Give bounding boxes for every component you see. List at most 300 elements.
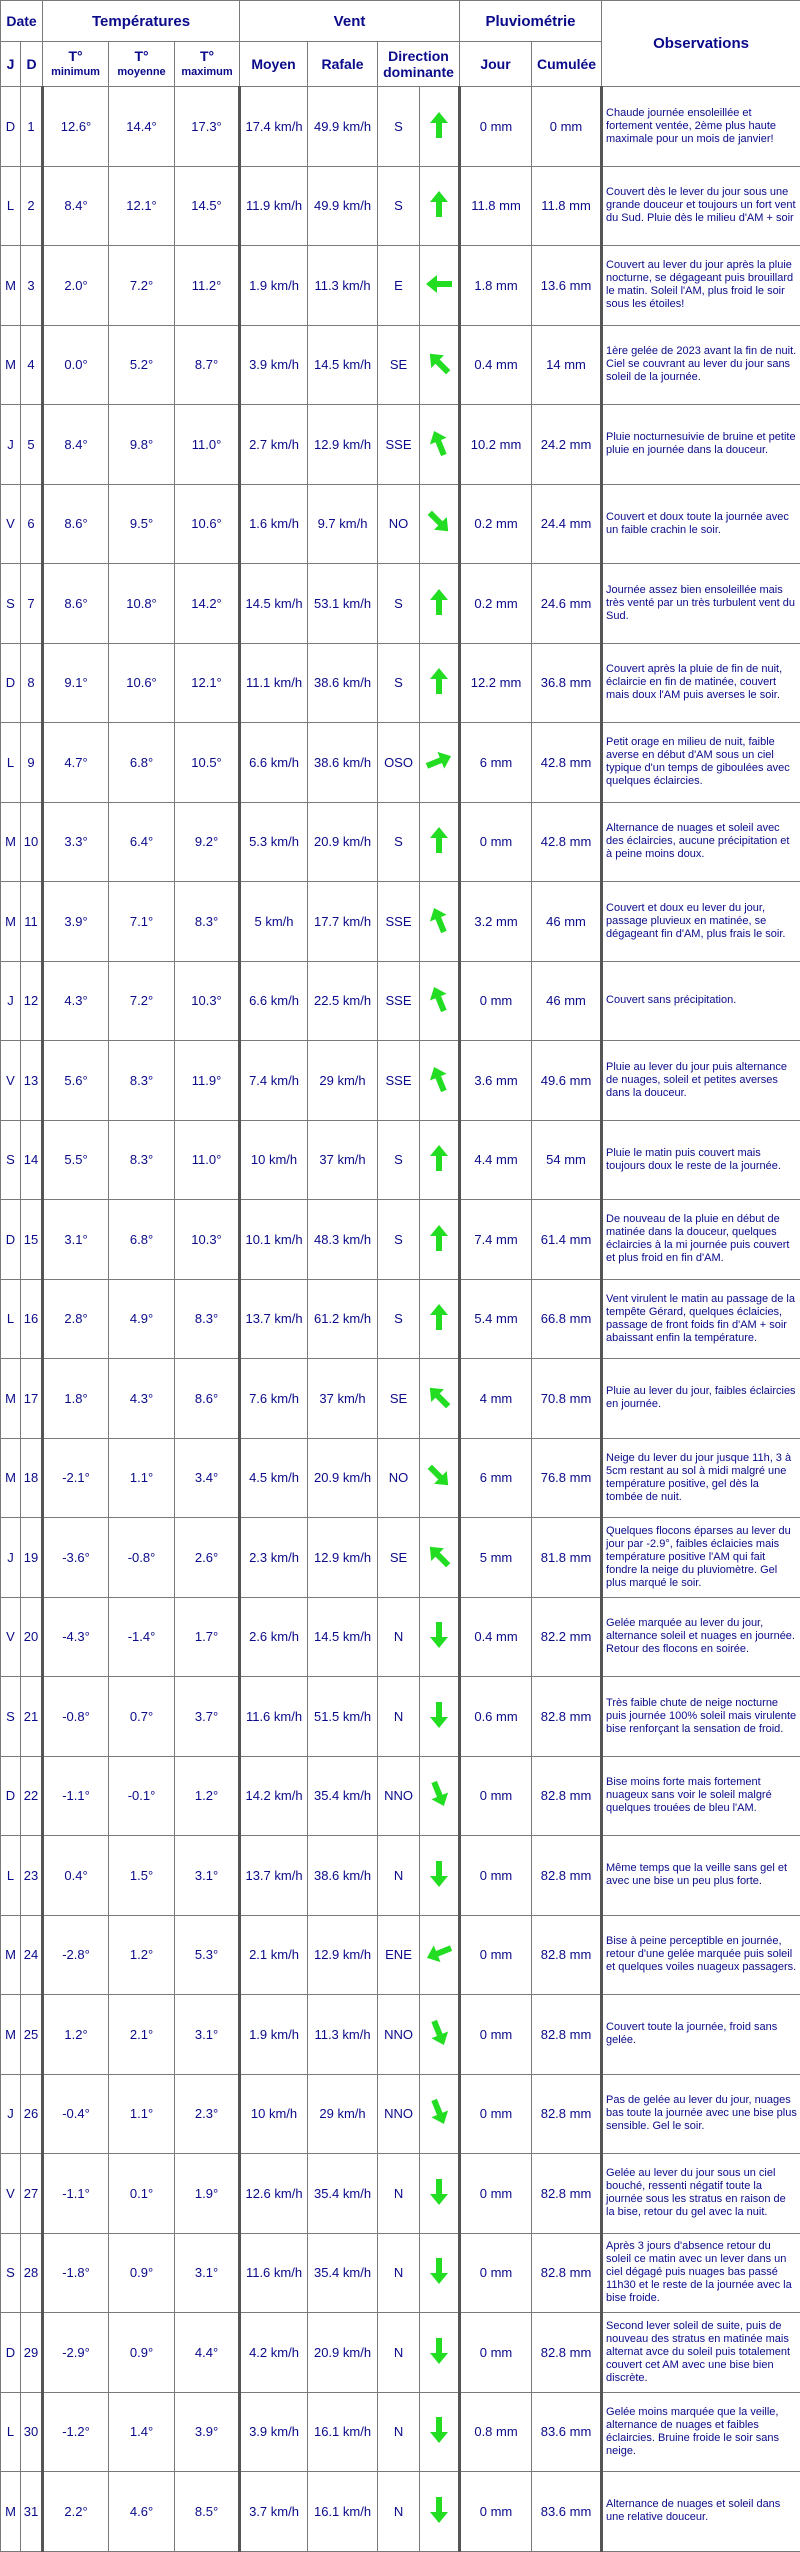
rain-day-cell: 0.6 mm	[460, 1677, 532, 1757]
wind-gust-cell: 20.9 km/h	[308, 802, 378, 882]
tmin-cell: -2.9°	[43, 2313, 109, 2393]
wind-avg-cell: 2.3 km/h	[240, 1518, 308, 1598]
tmin-cell: 4.3°	[43, 961, 109, 1041]
tmoy-cell: 10.8°	[109, 564, 175, 644]
wind-arrow-cell	[420, 2233, 460, 2313]
wind-arrow-cell	[420, 2154, 460, 2234]
wind-arrow-icon	[424, 2018, 454, 2048]
wind-arrow-icon	[424, 1064, 454, 1094]
rain-cumul-cell: 42.8 mm	[532, 802, 602, 882]
wind-avg-cell: 12.6 km/h	[240, 2154, 308, 2234]
wind-arrow-icon	[424, 2415, 454, 2445]
day-letter-cell: M	[1, 246, 21, 326]
wind-avg-cell: 11.1 km/h	[240, 643, 308, 723]
wind-arrow-cell	[420, 961, 460, 1041]
day-number-cell: 26	[21, 2074, 43, 2154]
tmoy-cell: -0.8°	[109, 1518, 175, 1598]
wind-gust-cell: 38.6 km/h	[308, 1836, 378, 1916]
wind-gust-cell: 35.4 km/h	[308, 2233, 378, 2313]
rain-day-cell: 0 mm	[460, 1995, 532, 2075]
observation-cell: Couvert et doux eu lever du jour, passage pluvieux en matinée, se dégageant fin d'AM, plus frais le soir.	[602, 882, 800, 962]
wind-direction-cell: SE	[378, 1359, 420, 1439]
observation-cell: Petit orage en milieu de nuit, faible averse en début d'AM sous un ciel typique d'un temps de giboulées avec quelques éclaircies.	[602, 723, 800, 803]
rain-day-cell: 0 mm	[460, 1756, 532, 1836]
tmoy-header: T° moyenne	[109, 42, 175, 87]
wind-avg-cell: 14.5 km/h	[240, 564, 308, 644]
rain-cumul-cell: 82.8 mm	[532, 2074, 602, 2154]
wind-avg-cell: 3.9 km/h	[240, 325, 308, 405]
day-letter-cell: M	[1, 1359, 21, 1439]
tmoy-cell: 6.4°	[109, 802, 175, 882]
rain-day-cell: 11.8 mm	[460, 166, 532, 246]
day-letter-cell: D	[1, 1756, 21, 1836]
day-number-cell: 21	[21, 1677, 43, 1757]
tmin-cell: -1.2°	[43, 2392, 109, 2472]
observation-cell: Pas de gelée au lever du jour, nuages bas toute la journée avec une bise plus sensible. Gel le soir.	[602, 2074, 800, 2154]
wind-arrow-icon	[424, 1302, 454, 1332]
tmin-cell: 5.6°	[43, 1041, 109, 1121]
tmax-cell: 8.3°	[175, 882, 240, 962]
table-row	[1, 802, 800, 882]
wind-arrow-icon	[424, 2336, 454, 2366]
wind-gust-cell: 38.6 km/h	[308, 643, 378, 723]
table-row	[1, 1359, 800, 1439]
day-number-cell: 31	[21, 2472, 43, 2552]
day-letter-cell: M	[1, 2472, 21, 2552]
day-number-cell: 23	[21, 1836, 43, 1916]
observation-cell: Pluie nocturnesuivie de bruine et petite pluie en journée dans la douceur.	[602, 405, 800, 485]
wind-arrow-cell	[420, 2074, 460, 2154]
observation-cell: Second lever soleil de suite, puis de nouveau des stratus en matinée mais alternat avce du soleil puis totalement couvert cet AM avec une bise bien discrète.	[602, 2313, 800, 2393]
day-number-cell: 6	[21, 484, 43, 564]
rain-day-cell: 0.2 mm	[460, 564, 532, 644]
tmin-cell: 2.2°	[43, 2472, 109, 2552]
rain-day-cell: 0 mm	[460, 2154, 532, 2234]
wind-direction-cell: SSE	[378, 1041, 420, 1121]
tmax-cell: 10.6°	[175, 484, 240, 564]
tmoy-cell: 1.5°	[109, 1836, 175, 1916]
wind-direction-cell: N	[378, 2392, 420, 2472]
wind-gust-cell: 16.1 km/h	[308, 2392, 378, 2472]
day-number-cell: 1	[21, 87, 43, 167]
tmax-cell: 1.2°	[175, 1756, 240, 1836]
day-letter-cell: V	[1, 1597, 21, 1677]
tmoy-cell: 7.2°	[109, 961, 175, 1041]
day-number-cell: 7	[21, 564, 43, 644]
table-row	[1, 961, 800, 1041]
rain-day-cell: 7.4 mm	[460, 1200, 532, 1280]
wind-direction-cell: SSE	[378, 405, 420, 485]
tmin-cell: 1.8°	[43, 1359, 109, 1439]
wind-gust-cell: 12.9 km/h	[308, 1518, 378, 1598]
day-letter-cell: M	[1, 802, 21, 882]
day-number-cell: 19	[21, 1518, 43, 1598]
tmax-cell: 3.1°	[175, 2233, 240, 2313]
wind-gust-cell: 38.6 km/h	[308, 723, 378, 803]
wind-avg-cell: 4.2 km/h	[240, 2313, 308, 2393]
observation-cell: Après 3 jours d'absence retour du soleil ce matin avec un lever dans un ciel dégagé puis nuages bas passé 11h30 et le reste de la journée avec la bise froide.	[602, 2233, 800, 2313]
day-letter-cell: L	[1, 723, 21, 803]
wind-arrow-icon	[424, 1143, 454, 1173]
wind-direction-cell: N	[378, 2233, 420, 2313]
day-number-cell: 4	[21, 325, 43, 405]
wind-arrow-cell	[420, 1677, 460, 1757]
wind-gust-cell: 20.9 km/h	[308, 1438, 378, 1518]
wind-arrow-cell	[420, 1995, 460, 2075]
day-letter-cell: D	[1, 1200, 21, 1280]
table-row	[1, 484, 800, 564]
rain-day-cell: 1.8 mm	[460, 246, 532, 326]
wind-avg-cell: 7.6 km/h	[240, 1359, 308, 1439]
rain-cumul-cell: 82.8 mm	[532, 1915, 602, 1995]
table-row	[1, 1756, 800, 1836]
wind-arrow-cell	[420, 723, 460, 803]
weather-table-body	[1, 87, 800, 2552]
tmax-cell: 3.1°	[175, 1995, 240, 2075]
wind-direction-cell: SSE	[378, 961, 420, 1041]
rain-cumul-cell: 82.8 mm	[532, 2154, 602, 2234]
tmoy-cell: 6.8°	[109, 1200, 175, 1280]
wind-avg-cell: 1.9 km/h	[240, 1995, 308, 2075]
rain-header: Pluviométrie	[460, 1, 602, 42]
tmin-cell: -1.8°	[43, 2233, 109, 2313]
day-number-cell: 18	[21, 1438, 43, 1518]
table-row	[1, 882, 800, 962]
rain-cumul-cell: 76.8 mm	[532, 1438, 602, 1518]
tmoy-cell: 7.1°	[109, 882, 175, 962]
day-number-cell: 3	[21, 246, 43, 326]
observation-cell: Couvert toute la journée, froid sans gelée.	[602, 1995, 800, 2075]
wind-gust-cell: 37 km/h	[308, 1359, 378, 1439]
day-letter-cell: L	[1, 1836, 21, 1916]
day-number-cell: 25	[21, 1995, 43, 2075]
rain-cumul-cell: 83.6 mm	[532, 2472, 602, 2552]
table-row	[1, 564, 800, 644]
day-number-header: D	[21, 42, 43, 87]
wind-arrow-cell	[420, 1915, 460, 1995]
wind-arrow-icon	[424, 984, 454, 1014]
tmax-cell: 11.0°	[175, 1120, 240, 1200]
rain-day-cell: 0.2 mm	[460, 484, 532, 564]
wind-arrow-cell	[420, 246, 460, 326]
day-number-cell: 13	[21, 1041, 43, 1121]
tmoy-cell: 1.1°	[109, 2074, 175, 2154]
observation-cell: Journée assez bien ensoleillée mais très venté par un très turbulent vent du Sud.	[602, 564, 800, 644]
rain-cumul-cell: 82.8 mm	[532, 1995, 602, 2075]
rain-cumul-cell: 82.8 mm	[532, 2313, 602, 2393]
wind-avg-cell: 13.7 km/h	[240, 1836, 308, 1916]
wind-avg-cell: 11.6 km/h	[240, 2233, 308, 2313]
tmax-cell: 11.0°	[175, 405, 240, 485]
rain-cumul-cell: 24.6 mm	[532, 564, 602, 644]
table-row	[1, 723, 800, 803]
day-number-cell: 14	[21, 1120, 43, 1200]
temperatures-header: Températures	[43, 1, 240, 42]
wind-direction-cell: SE	[378, 325, 420, 405]
tmin-cell: 3.1°	[43, 1200, 109, 1280]
day-number-cell: 11	[21, 882, 43, 962]
wind-gust-cell: 9.7 km/h	[308, 484, 378, 564]
wind-gust-cell: 29 km/h	[308, 2074, 378, 2154]
tmin-cell: 8.4°	[43, 166, 109, 246]
tmax-cell: 1.7°	[175, 1597, 240, 1677]
rain-cumul-cell: 49.6 mm	[532, 1041, 602, 1121]
wind-arrow-icon	[424, 825, 454, 855]
observation-cell: Chaude journée ensoleillée et fortement ventée, 2ème plus haute maximale pour un mois de janvier!	[602, 87, 800, 167]
tmoy-cell: 10.6°	[109, 643, 175, 723]
wind-direction-header: Direction dominante	[378, 42, 460, 87]
day-number-cell: 24	[21, 1915, 43, 1995]
day-number-cell: 22	[21, 1756, 43, 1836]
tmin-cell: -2.8°	[43, 1915, 109, 1995]
table-row	[1, 1915, 800, 1995]
tmin-cell: 0.0°	[43, 325, 109, 405]
wind-avg-cell: 2.6 km/h	[240, 1597, 308, 1677]
wind-arrow-icon	[424, 1541, 454, 1571]
observation-cell: Couvert sans précipitation.	[602, 961, 800, 1041]
wind-direction-cell: NNO	[378, 2074, 420, 2154]
rain-cumul-cell: 13.6 mm	[532, 246, 602, 326]
wind-arrow-icon	[424, 507, 454, 537]
observations-header: Observations	[602, 1, 800, 87]
observation-cell: Alternance de nuages et soleil dans une relative douceur.	[602, 2472, 800, 2552]
wind-arrow-icon	[424, 2097, 454, 2127]
rain-cumul-cell: 66.8 mm	[532, 1279, 602, 1359]
wind-arrow-icon	[424, 189, 454, 219]
observation-cell: Alternance de nuages et soleil avec des éclaircies, aucune précipitation et à peine moins doux.	[602, 802, 800, 882]
day-letter-cell: S	[1, 1677, 21, 1757]
table-row	[1, 2154, 800, 2234]
table-row	[1, 1120, 800, 1200]
wind-arrow-cell	[420, 484, 460, 564]
day-letter-cell: L	[1, 166, 21, 246]
wind-gust-cell: 35.4 km/h	[308, 2154, 378, 2234]
day-number-cell: 20	[21, 1597, 43, 1677]
tmoy-cell: 8.3°	[109, 1120, 175, 1200]
rain-day-cell: 0 mm	[460, 2472, 532, 2552]
tmax-cell: 10.3°	[175, 1200, 240, 1280]
tmin-cell: 2.0°	[43, 246, 109, 326]
day-number-cell: 17	[21, 1359, 43, 1439]
observation-cell: Bise à peine perceptible en journée, retour d'une gelée marquée puis soleil et quelques voiles nuageux passagers.	[602, 1915, 800, 1995]
tmoy-cell: 2.1°	[109, 1995, 175, 2075]
wind-arrow-cell	[420, 1597, 460, 1677]
rain-day-cell: 6 mm	[460, 1438, 532, 1518]
observation-cell: Couvert après la pluie de fin de nuit, éclaircie en fin de matinée, couvert mais doux l'AM puis averses le soir.	[602, 643, 800, 723]
day-number-cell: 29	[21, 2313, 43, 2393]
tmoy-cell: 7.2°	[109, 246, 175, 326]
tmax-cell: 11.9°	[175, 1041, 240, 1121]
observation-cell: Couvert dès le lever du jour sous une grande douceur et toujours un fort vent du Sud. Pluie dès le milieu d'AM + soir	[602, 166, 800, 246]
tmax-cell: 3.1°	[175, 1836, 240, 1916]
observation-cell: Couvert et doux toute la journée avec un faible crachin le soir.	[602, 484, 800, 564]
rain-day-header: Jour	[460, 42, 532, 87]
wind-gust-cell: 20.9 km/h	[308, 2313, 378, 2393]
day-letter-cell: J	[1, 961, 21, 1041]
day-number-cell: 30	[21, 2392, 43, 2472]
tmin-cell: 4.7°	[43, 723, 109, 803]
tmin-cell: 12.6°	[43, 87, 109, 167]
rain-day-cell: 0 mm	[460, 802, 532, 882]
wind-gust-cell: 12.9 km/h	[308, 1915, 378, 1995]
wind-gust-cell: 14.5 km/h	[308, 325, 378, 405]
day-letter-cell: V	[1, 484, 21, 564]
wind-direction-cell: NO	[378, 484, 420, 564]
tmoy-cell: 0.7°	[109, 1677, 175, 1757]
wind-avg-cell: 11.9 km/h	[240, 166, 308, 246]
tmin-cell: 1.2°	[43, 1995, 109, 2075]
wind-avg-cell: 6.6 km/h	[240, 723, 308, 803]
rain-cumul-cell: 24.2 mm	[532, 405, 602, 485]
rain-cumul-cell: 82.8 mm	[532, 1677, 602, 1757]
wind-arrow-cell	[420, 1359, 460, 1439]
observation-cell: Pluie au lever du jour puis alternance de nuages, soleil et petites averses dans la douceur.	[602, 1041, 800, 1121]
tmax-cell: 3.9°	[175, 2392, 240, 2472]
tmax-cell: 10.3°	[175, 961, 240, 1041]
wind-gust-cell: 37 km/h	[308, 1120, 378, 1200]
wind-arrow-cell	[420, 564, 460, 644]
wind-arrow-icon	[424, 428, 454, 458]
rain-cumul-cell: 46 mm	[532, 882, 602, 962]
day-letter-cell: M	[1, 1915, 21, 1995]
day-letter-cell: D	[1, 643, 21, 723]
tmoy-cell: 8.3°	[109, 1041, 175, 1121]
wind-arrow-icon	[424, 2256, 454, 2286]
wind-arrow-icon	[424, 1700, 454, 1730]
tmax-cell: 17.3°	[175, 87, 240, 167]
wind-gust-cell: 53.1 km/h	[308, 564, 378, 644]
wind-direction-cell: SE	[378, 1518, 420, 1598]
table-row	[1, 2313, 800, 2393]
tmax-cell: 3.4°	[175, 1438, 240, 1518]
wind-arrow-cell	[420, 1200, 460, 1280]
wind-direction-cell: SSE	[378, 882, 420, 962]
wind-direction-cell: N	[378, 2313, 420, 2393]
wind-arrow-icon	[424, 2495, 454, 2525]
day-letter-cell: M	[1, 1995, 21, 2075]
day-letter-cell: L	[1, 1279, 21, 1359]
wind-arrow-cell	[420, 2392, 460, 2472]
tmoy-cell: 12.1°	[109, 166, 175, 246]
tmin-cell: -0.4°	[43, 2074, 109, 2154]
rain-cumul-cell: 82.8 mm	[532, 1836, 602, 1916]
table-row	[1, 1597, 800, 1677]
rain-cumul-cell: 24.4 mm	[532, 484, 602, 564]
wind-avg-cell: 6.6 km/h	[240, 961, 308, 1041]
date-header: Date	[1, 1, 43, 42]
table-row	[1, 87, 800, 167]
tmin-cell: 5.5°	[43, 1120, 109, 1200]
wind-direction-cell: NO	[378, 1438, 420, 1518]
observation-cell: Même temps que la veille sans gel et avec une bise un peu plus forte.	[602, 1836, 800, 1916]
wind-gust-cell: 16.1 km/h	[308, 2472, 378, 2552]
rain-day-cell: 4.4 mm	[460, 1120, 532, 1200]
tmoy-cell: -0.1°	[109, 1756, 175, 1836]
rain-day-cell: 4 mm	[460, 1359, 532, 1439]
wind-avg-cell: 1.6 km/h	[240, 484, 308, 564]
wind-arrow-cell	[420, 1120, 460, 1200]
wind-avg-cell: 10 km/h	[240, 2074, 308, 2154]
rain-cumul-cell: 70.8 mm	[532, 1359, 602, 1439]
day-letter-cell: J	[1, 1518, 21, 1598]
tmoy-cell: 6.8°	[109, 723, 175, 803]
wind-arrow-cell	[420, 882, 460, 962]
wind-arrow-cell	[420, 2472, 460, 2552]
wind-avg-cell: 1.9 km/h	[240, 246, 308, 326]
day-letter-cell: J	[1, 405, 21, 485]
wind-avg-cell: 10.1 km/h	[240, 1200, 308, 1280]
wind-avg-cell: 2.1 km/h	[240, 1915, 308, 1995]
tmoy-cell: 0.9°	[109, 2233, 175, 2313]
tmax-header: T° maximum	[175, 42, 240, 87]
table-row	[1, 1200, 800, 1280]
wind-direction-cell: ENE	[378, 1915, 420, 1995]
day-letter-cell: L	[1, 2392, 21, 2472]
tmax-cell: 11.2°	[175, 246, 240, 326]
table-row	[1, 2472, 800, 2552]
tmoy-cell: 1.4°	[109, 2392, 175, 2472]
rain-day-cell: 0.8 mm	[460, 2392, 532, 2472]
day-number-cell: 2	[21, 166, 43, 246]
wind-header: Vent	[240, 1, 460, 42]
wind-avg-cell: 10 km/h	[240, 1120, 308, 1200]
wind-avg-cell: 5 km/h	[240, 882, 308, 962]
tmoy-cell: 1.1°	[109, 1438, 175, 1518]
wind-gust-cell: 11.3 km/h	[308, 1995, 378, 2075]
tmin-cell: 2.8°	[43, 1279, 109, 1359]
day-number-cell: 28	[21, 2233, 43, 2313]
wind-avg-cell: 13.7 km/h	[240, 1279, 308, 1359]
rain-cumul-cell: 42.8 mm	[532, 723, 602, 803]
wind-arrow-icon	[424, 1461, 454, 1491]
observation-cell: 1ère gelée de 2023 avant la fin de nuit. Ciel se couvrant au lever du jour sans soleil de la journée.	[602, 325, 800, 405]
wind-gust-cell: 49.9 km/h	[308, 166, 378, 246]
wind-direction-cell: S	[378, 643, 420, 723]
tmin-cell: -0.8°	[43, 1677, 109, 1757]
wind-arrow-cell	[420, 1518, 460, 1598]
wind-gust-cell: 49.9 km/h	[308, 87, 378, 167]
observation-cell: Gelée moins marquée que la veille, alternance de nuages et faibles éclaircies. Bruine froide le soir sans neige.	[602, 2392, 800, 2472]
table-row	[1, 1041, 800, 1121]
day-letter-cell: M	[1, 325, 21, 405]
wind-gust-cell: 29 km/h	[308, 1041, 378, 1121]
rain-day-cell: 5 mm	[460, 1518, 532, 1598]
day-number-cell: 16	[21, 1279, 43, 1359]
tmax-cell: 8.3°	[175, 1279, 240, 1359]
wind-gust-cell: 61.2 km/h	[308, 1279, 378, 1359]
table-row	[1, 2074, 800, 2154]
rain-cumul-cell: 54 mm	[532, 1120, 602, 1200]
tmin-cell: -4.3°	[43, 1597, 109, 1677]
wind-gust-cell: 12.9 km/h	[308, 405, 378, 485]
wind-direction-cell: S	[378, 87, 420, 167]
tmin-cell: 3.9°	[43, 882, 109, 962]
day-number-cell: 8	[21, 643, 43, 723]
wind-direction-cell: N	[378, 1677, 420, 1757]
wind-arrow-cell	[420, 2313, 460, 2393]
rain-day-cell: 0 mm	[460, 2074, 532, 2154]
day-number-cell: 27	[21, 2154, 43, 2234]
wind-avg-cell: 2.7 km/h	[240, 405, 308, 485]
day-letter-cell: S	[1, 564, 21, 644]
tmin-cell: -2.1°	[43, 1438, 109, 1518]
wind-arrow-cell	[420, 1836, 460, 1916]
day-number-cell: 12	[21, 961, 43, 1041]
wind-arrow-icon	[424, 587, 454, 617]
observation-cell: Gelée marquée au lever du jour, alternance soleil et nuages en journée. Retour des flocons en soirée.	[602, 1597, 800, 1677]
wind-gust-cell: 11.3 km/h	[308, 246, 378, 326]
wind-gust-cell: 51.5 km/h	[308, 1677, 378, 1757]
